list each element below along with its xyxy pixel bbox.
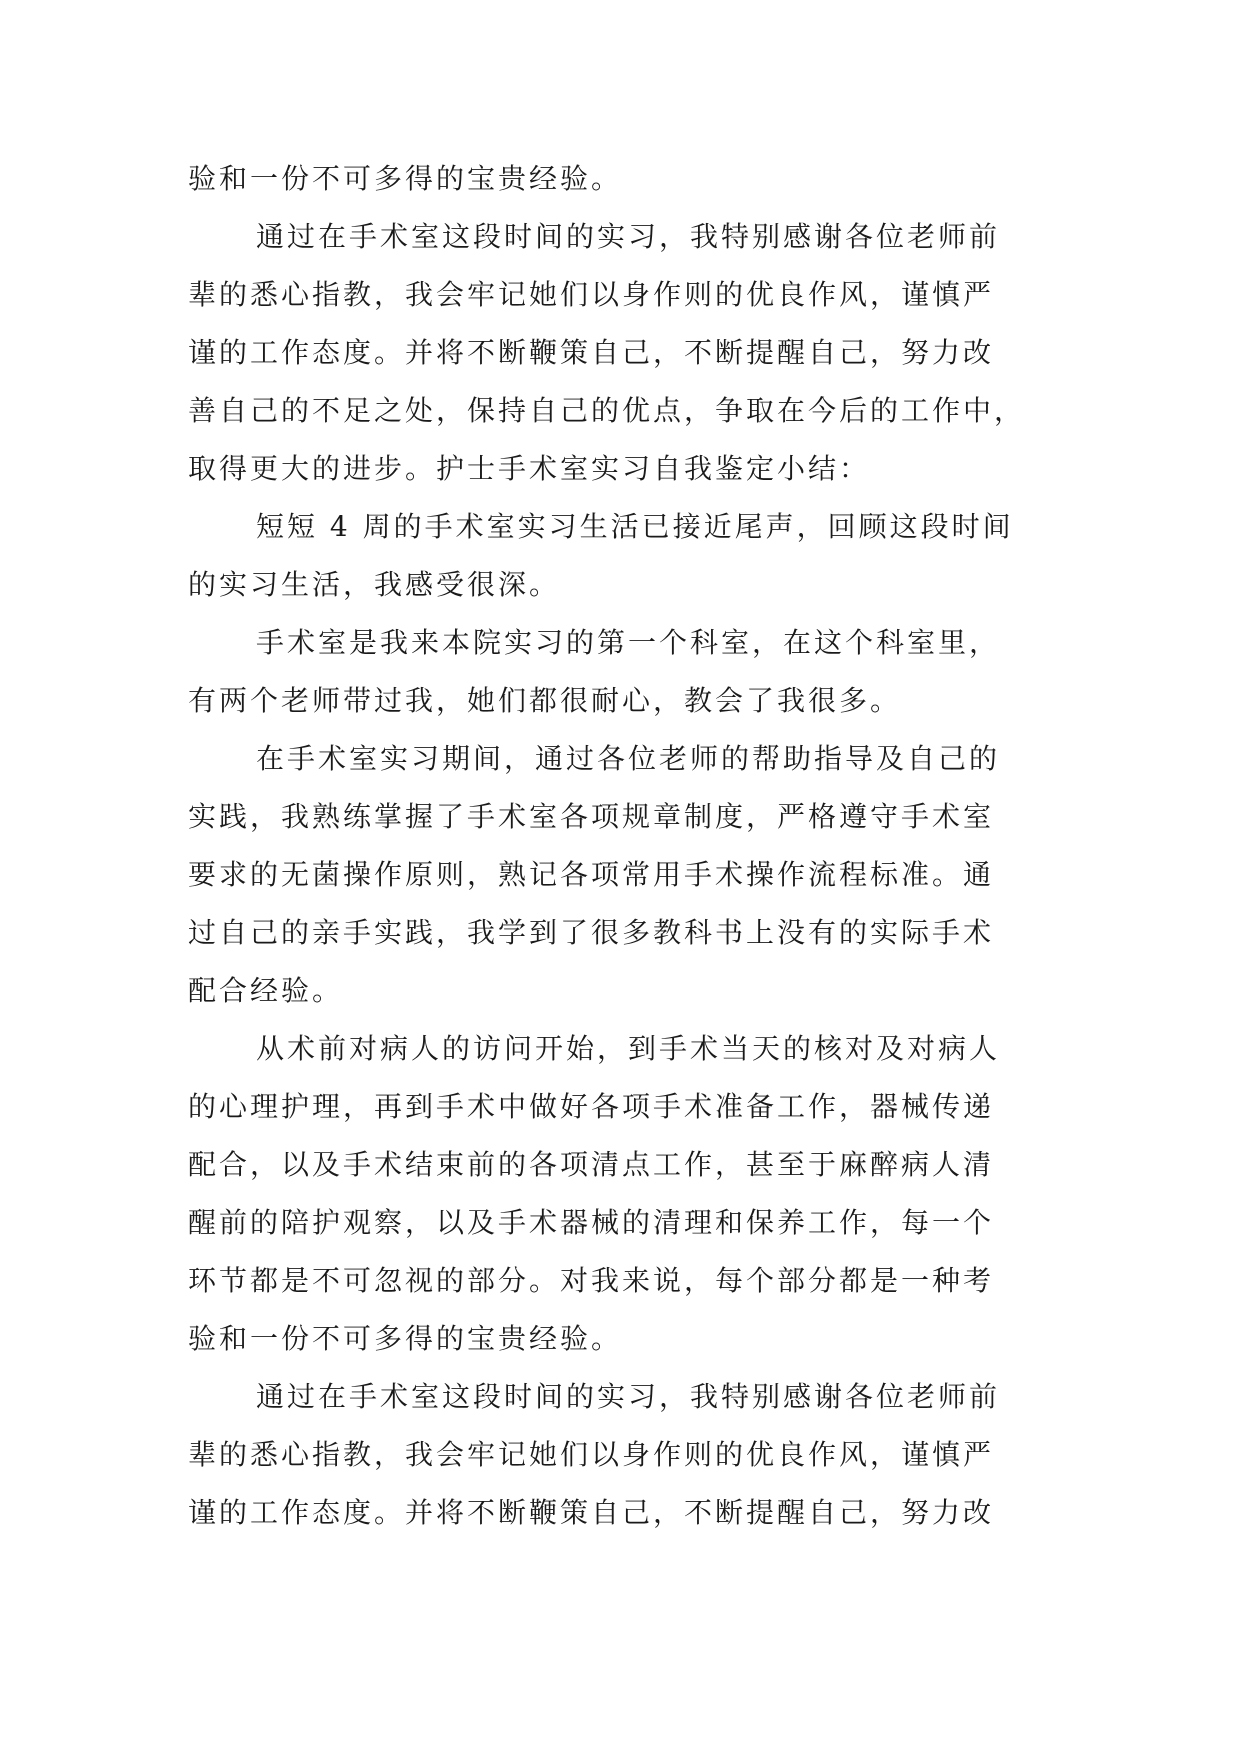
text-line: 辈的悉心指教，我会牢记她们以身作则的优良作风，谨慎严 [188,1438,995,1471]
text-line: 过自己的亲手实践，我学到了很多教科书上没有的实际手术 [188,916,995,949]
paragraph-first-line: 通过在手术室这段时间的实习，我特别感谢各位老师前 [256,1380,1001,1413]
text-line: 的心理护理，再到手术中做好各项手术准备工作，器械传递 [188,1090,995,1123]
text-line: 环节都是不可忽视的部分。对我来说，每个部分都是一种考 [188,1264,995,1297]
paragraph-first-line: 从术前对病人的访问开始，到手术当天的核对及对病人 [256,1032,1001,1065]
text-line: 配合，以及手术结束前的各项清点工作，甚至于麻醉病人清 [188,1148,995,1181]
text-line: 实践，我熟练掌握了手术室各项规章制度，严格遵守手术室 [188,800,995,833]
text-line: 醒前的陪护观察，以及手术器械的清理和保养工作，每一个 [188,1206,995,1239]
paragraph-first-line: 在手术室实习期间，通过各位老师的帮助指导及自己的 [256,742,1001,775]
paragraph-first-line: 短短 4 周的手术室实习生活已接近尾声，回顾这段时间 [256,510,1014,543]
paragraph-first-line: 手术室是我来本院实习的第一个科室，在这个科室里， [256,626,1001,659]
text-line: 善自己的不足之处，保持自己的优点，争取在今后的工作中， [188,394,1026,427]
text-line: 验和一份不可多得的宝贵经验。 [188,162,623,195]
text-line: 谨的工作态度。并将不断鞭策自己，不断提醒自己，努力改 [188,336,995,369]
document-body [188,150,1068,1542]
text-line: 验和一份不可多得的宝贵经验。 [188,1322,623,1355]
text-line: 谨的工作态度。并将不断鞭策自己，不断提醒自己，努力改 [188,1496,995,1529]
paragraph-first-line: 通过在手术室这段时间的实习，我特别感谢各位老师前 [256,220,1001,253]
text-line: 配合经验。 [188,974,344,1007]
text-line: 有两个老师带过我，她们都很耐心，教会了我很多。 [188,684,902,717]
text-line: 辈的悉心指教，我会牢记她们以身作则的优良作风，谨慎严 [188,278,995,311]
text-line: 要求的无菌操作原则，熟记各项常用手术操作流程标准。通 [188,858,995,891]
text-line: 取得更大的进步。护士手术室实习自我鉴定小结： [188,452,871,485]
text-line: 的实习生活，我感受很深。 [188,568,561,601]
